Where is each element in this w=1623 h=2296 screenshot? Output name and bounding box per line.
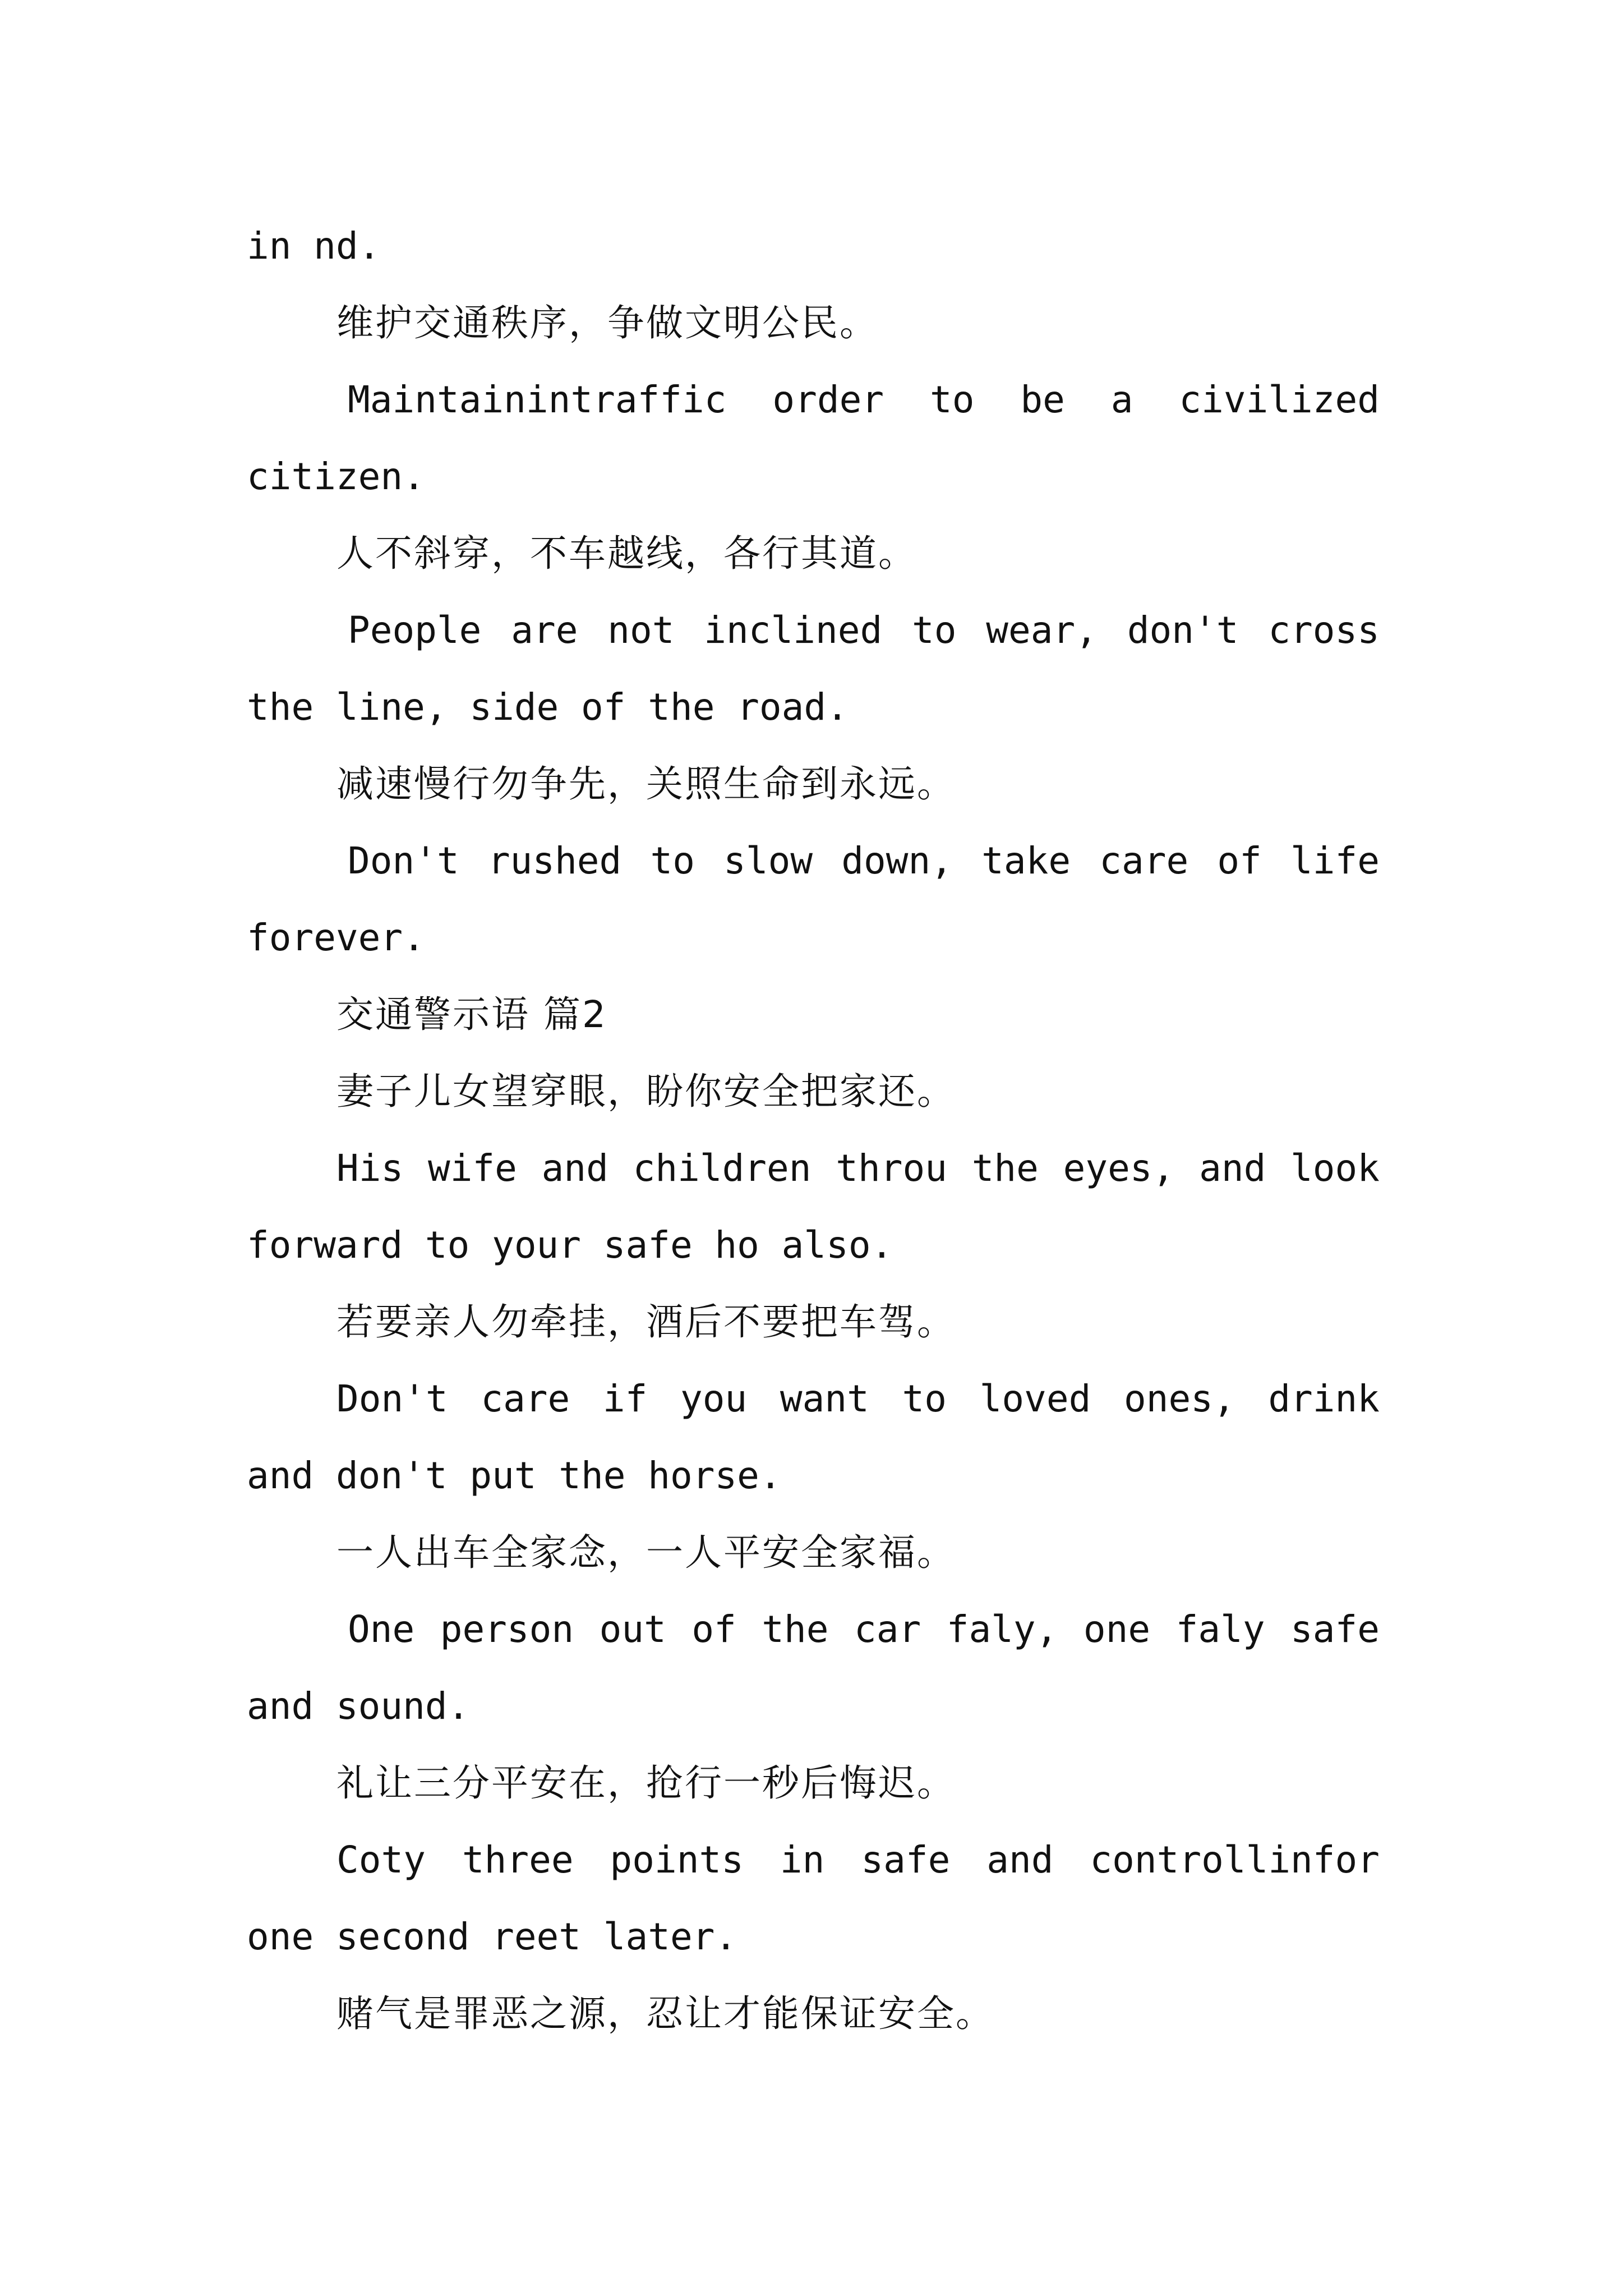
paragraph-zh: 人不斜穿，不车越线，各行其道。: [336, 532, 917, 575]
paragraph-zh: 减速慢行勿争先，关照生命到永远。: [336, 762, 956, 806]
section-heading: 交通警示语 篇2: [336, 993, 607, 1036]
paragraph-en: His wife and children throu the eyes, and look forward to your safe ho also.: [247, 1147, 1380, 1267]
paragraph-en: Coty three points in safe and controllinfor one second reet later.: [247, 1838, 1380, 1958]
paragraph-zh: 一人出车全家念，一人平安全家福。: [336, 1531, 956, 1574]
paragraph-en: Don't rushed to slow down, take care of life forever.: [247, 839, 1380, 959]
paragraph-en: Don't care if you want to loved ones, drink and don't put the horse.: [247, 1377, 1380, 1497]
paragraph-zh: 妻子儿女望穿眼，盼你安全把家还。: [336, 1070, 956, 1113]
paragraph-zh: 若要亲人勿牵挂，酒后不要把车驾。: [336, 1300, 956, 1343]
paragraph-en: People are not inclined to wear, don't cross the line, side of the road.: [247, 609, 1380, 729]
paragraph-zh: 赌气是罪恶之源，忍让才能保证安全。: [336, 1992, 994, 2035]
paragraph-en: One person out of the car faly, one faly safe and sound.: [247, 1608, 1380, 1728]
paragraph-zh: 维护交通秩序，争做文明公民。: [336, 301, 878, 344]
paragraph-en: in nd.: [247, 224, 381, 268]
paragraph-en: Maintainintraffic order to be a civilized citizen.: [247, 378, 1380, 498]
paragraph-zh: 礼让三分平安在，抢行一秒后悔迟。: [336, 1761, 956, 1805]
document-body: [247, 208, 1380, 2052]
